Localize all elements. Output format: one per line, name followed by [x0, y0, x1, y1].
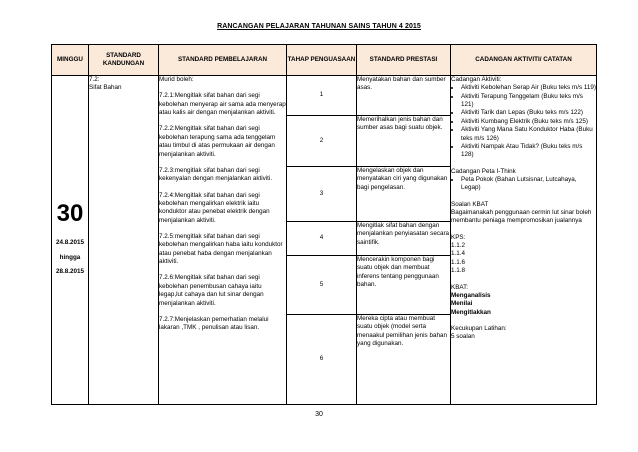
- standard-kandungan-cell: [89, 76, 159, 405]
- sp-item: 7.2.6:Mengitlak sifat bahan dari segi kebolehan penembusan cahaya iaitu legap,lut cahaya dan lut sinar dengan menjalankan aktiviti.: [159, 274, 264, 307]
- kbat-item: Mengitlakkan: [451, 308, 491, 316]
- week-to-label: hingga: [59, 253, 81, 261]
- header-row: [52, 45, 597, 76]
- kps-heading: KPS:: [451, 233, 466, 241]
- cadangan-heading: Cadangan Aktiviti:: [451, 76, 502, 83]
- tp-level: 5: [287, 256, 357, 315]
- list-item: • Aktiviti Kumbang Elektrik (Buku teks m/s 125): [461, 118, 596, 126]
- tp-level: 3: [287, 167, 357, 222]
- header-cadangan: CADANGAN AKTIVITI/ CATATAN: [451, 45, 597, 76]
- kbat-question-text: Bagaimanakah penggunaan cermin lut sinar boleh membantu peniaga mempromosikan jualannya: [451, 209, 592, 225]
- prestasi-descriptor: Menyatakan bahan dan sumber asas.: [357, 76, 451, 116]
- sp-item: 7.2.5:mengitlak sifat bahan dari segi kebolehan mengalirkan haba iaitu konduktor atau penebat haba dengan menjalankan aktiviti.: [159, 233, 283, 266]
- tp-level: 6: [287, 315, 357, 405]
- cadangan-cell: [451, 76, 597, 405]
- tp-level: 2: [287, 116, 357, 167]
- kps-item: 1.1.6: [451, 258, 466, 266]
- prestasi-descriptor: Mengelaskan objek dan menyatakan ciri yang digunakan bagi pengelasan.: [357, 167, 451, 222]
- tp-level: 1: [287, 76, 357, 116]
- week-end-date: 28.8.2015: [55, 268, 84, 276]
- header-standard-prestasi: STANDARD PRESTASI: [357, 45, 451, 76]
- kbat-question-heading: Soalan KBAT: [451, 200, 489, 208]
- sp-item: 7.2.7:Menjelaskan pemerhatian melalui lakaran ,TMK , penulisan atau lisan.: [159, 315, 269, 332]
- latihan-heading: Kecukupan Latihan:: [451, 324, 507, 332]
- sp-intro: Murid boleh:: [159, 76, 194, 83]
- ithink-list: [451, 176, 596, 193]
- kps-item: 1.1.4: [451, 250, 466, 258]
- page-number: 30: [315, 411, 323, 418]
- list-item: • Aktiviti Yang Mana Satu Konduktor Haba (Buku teks m/s 126): [461, 126, 596, 143]
- sk-title: Sifat Bahan: [89, 84, 122, 92]
- prestasi-descriptor: Mereka cipta atau membuat suatu objek (model serta menaakul pemilihan jenis bahan yang digunakan.: [357, 315, 451, 405]
- header-standard-pembelajaran: STANDARD PEMBELAJARAN: [159, 45, 287, 76]
- lesson-plan-table: [51, 44, 597, 405]
- week-start-date: 24.8.2015: [55, 239, 84, 247]
- sp-item: 7.2.2:Mengitlak sifat bahan dari segi kebolehan terapung sama ada tenggelam atau timbul di atas permukaan air dengan menjalankan aktiviti.: [159, 125, 276, 158]
- latihan-text: 5 soalan: [451, 333, 475, 341]
- sp-item: 7.2.1:Mengitlak sifat bahan dari segi kebolehan menyerap air sama ada menyerap atau kalis air dengan menjalankan aktiviti.: [159, 92, 286, 117]
- week-cell: [52, 76, 89, 405]
- kps-item: 1.1.8: [451, 267, 466, 275]
- document-title: RANCANGAN PELAJARAN TAHUNAN SAINS TAHUN 4 2015: [217, 23, 421, 30]
- standard-pembelajaran-cell: [159, 76, 287, 405]
- ithink-heading: Cadangan Peta I-Think: [451, 167, 516, 175]
- table-row: [52, 76, 597, 116]
- header-standard-kandungan: STANDARD KANDUNGAN: [89, 45, 159, 76]
- week-number: 30: [56, 199, 84, 227]
- list-item: • Aktiviti Terapung Tenggelam (Buku teks m/s 121): [461, 93, 596, 110]
- prestasi-descriptor: Memerihalkan jenis bahan dan sumber asas bagi suatu objek.: [357, 116, 451, 167]
- prestasi-descriptor: Mengitlak sifat bahan dengan menjalankan penyiasatan secara saintifik.: [357, 222, 451, 256]
- prestasi-descriptor: Mencerakin komponen bagi suatu objek dan membuat inferens tentang penggunaan bahan.: [357, 256, 451, 315]
- header-tahap-penguasaan: TAHAP PENGUASAAN: [287, 45, 357, 76]
- sk-code: 7.2:: [89, 76, 100, 83]
- list-item: • Aktiviti Tarik dan Lepas (Buku teks m/s 122): [461, 109, 596, 117]
- sp-item: 7.2.3:mengitlak sifat bahan dari segi kekenyalan dengan menjalankan aktiviti.: [159, 166, 273, 183]
- kbat-item: Menganalisis: [451, 291, 491, 299]
- list-item: • Aktiviti Nampak Atau Tidak? (Buku teks m/s 128): [461, 143, 596, 160]
- kbat-item: Menilai: [451, 300, 473, 308]
- kps-item: 1.1.2: [451, 242, 466, 250]
- kbat-heading: KBAT:: [451, 283, 469, 291]
- list-item: • Peta Pokok (Bahan Lutsisnar, Lutcahaya, Legap): [461, 176, 596, 193]
- activity-list: [451, 84, 596, 159]
- tp-level: 4: [287, 222, 357, 256]
- header-minggu: MINGGU: [52, 45, 89, 76]
- list-item: • Aktiviti Kebolehan Serap Air (Buku teks m/s 119): [461, 84, 596, 92]
- sp-item: 7.2.4:Mengitlak sifat bahan dari segi kebolehan mengalirkan elektrik iaitu konduktor atau penebat elektrik dengan menjalankan aktiviti.: [159, 191, 270, 224]
